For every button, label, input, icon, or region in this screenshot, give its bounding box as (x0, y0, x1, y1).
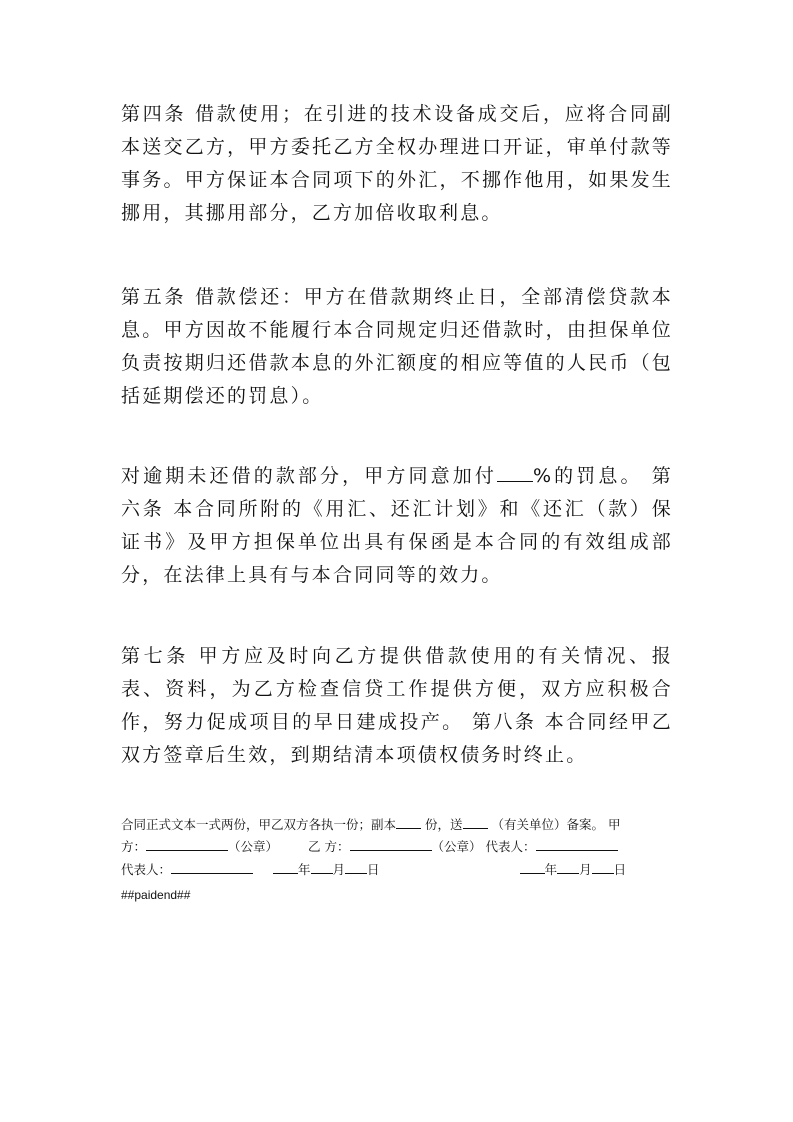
date-month-blank-right (557, 861, 579, 874)
article-6-text: %的罚息。 第六条 本合同所附的《用汇、还汇计划》和《还汇（款）保证书》及甲方担保单位出具有保函是本合同的有效组成部分，在法律上具有与本合同同等的效力。 (121, 465, 673, 586)
representative-label-right: 代表人： (485, 839, 536, 854)
party-b-seal-label: （公章） (431, 839, 482, 854)
party-a-blank (146, 838, 228, 851)
penalty-text: 对逾期未还借的款部分，甲方同意加付 (121, 465, 497, 487)
article-5-paragraph: 第五条 借款偿还：甲方在借款期终止日，全部清偿贷款本息。甲方因故不能履行本合同规定归还借款时，由担保单位负责按期归还借款本息的外汇额度的相应等值的人民币（包括延期偿还的罚息）。 (121, 286, 673, 407)
article-5-6-paragraph (121, 460, 673, 592)
year-label-left: 年 (298, 862, 311, 877)
footer-parties-line (121, 836, 677, 858)
penalty-rate-blank (497, 462, 533, 482)
party-b-label: 乙 方： (308, 839, 350, 854)
representative-right-blank (536, 838, 618, 851)
party-b-blank (350, 838, 432, 851)
date-day-blank-right (592, 861, 614, 874)
footer-copies-line (121, 814, 677, 836)
copies-count-blank (396, 816, 421, 829)
date-month-blank-left (311, 861, 333, 874)
year-label-right: 年 (544, 862, 558, 877)
date-year-blank-right (520, 861, 545, 874)
month-label-left: 月 (332, 862, 346, 877)
date-day-blank-left (345, 861, 367, 874)
representative-label-left: 代表人： (121, 862, 172, 877)
filing-text: （有关单位）备案。 甲 (491, 817, 621, 832)
article-4-paragraph: 第四条 借款使用；在引进的技术设备成交后，应将合同副本送交乙方，甲方委托乙方全权办理进口开证，审单付款等事务。甲方保证本合同项下的外汇，不挪作他用，如果发生挪用，其挪用部分，乙方加倍收取利息。 (121, 103, 673, 224)
month-label-right: 月 (579, 862, 592, 877)
footer-date-line (121, 859, 677, 881)
party-a-label: 方： (121, 839, 147, 854)
day-label-right: 日 (613, 862, 627, 877)
copies-text: 合同正式文本一式两份，甲乙双方各执一份；副本 (121, 817, 397, 832)
day-label-left: 日 (367, 862, 380, 877)
party-a-seal-label: （公章） (228, 839, 279, 854)
representative-left-blank (171, 861, 253, 874)
date-year-blank-left (273, 861, 298, 874)
article-7-8-paragraph: 第七条 甲方应及时向乙方提供借款使用的有关情况、报表、资料，为乙方检查信贷工作提供方便，双方应积极合作，努力促成项目的早日建成投产。 第八条 本合同经甲乙双方签章后生效，到期结清本项债权债务时终止。 (121, 645, 673, 766)
paid-end-marker: ##paidend## (121, 888, 191, 902)
copies-send-text: 份，送 (425, 817, 463, 832)
send-count-blank (463, 816, 488, 829)
